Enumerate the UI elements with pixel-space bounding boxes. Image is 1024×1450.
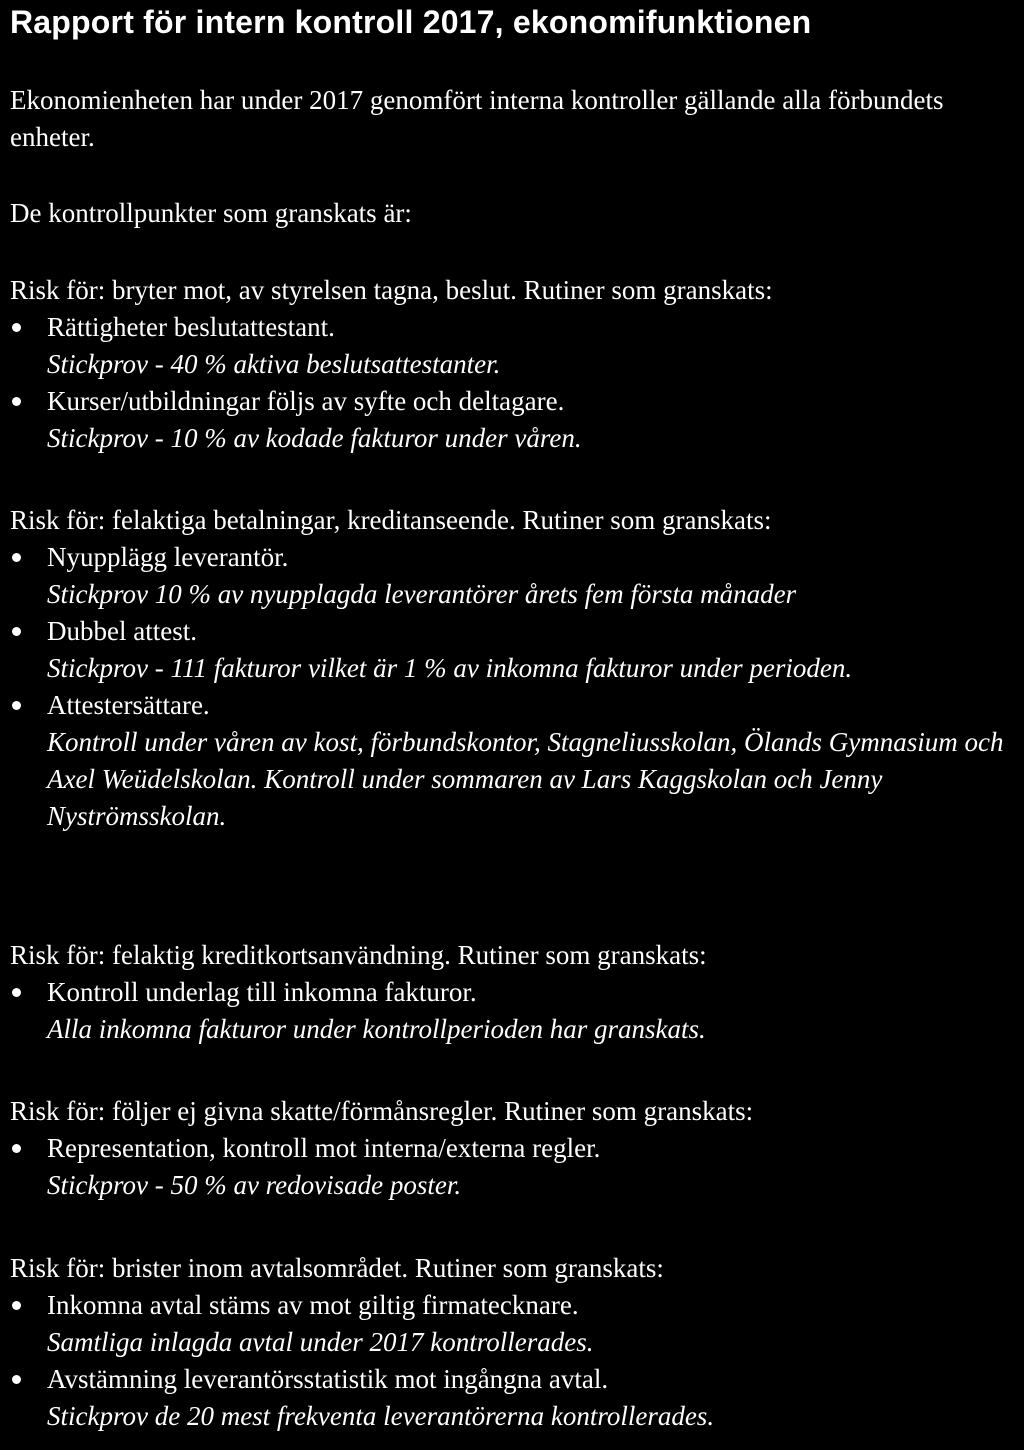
risk-section-2 xyxy=(10,502,1020,835)
risk-heading: Risk för: felaktiga betalningar, kreditanseende. Rutiner som granskats: xyxy=(10,505,772,535)
sample-note: Stickprov - 50 % av redovisade poster. xyxy=(47,1170,462,1200)
routine-list xyxy=(10,1130,1020,1204)
list-item xyxy=(10,383,1020,457)
list-item xyxy=(10,1361,1020,1435)
bullet-icon xyxy=(12,397,21,406)
routine-text: Avstämning leverantörsstatistik mot ingångna avtal. xyxy=(47,1364,609,1394)
sample-note: Stickprov 10 % av nyupplagda leverantörer årets fem första månader xyxy=(47,579,797,609)
routine-text: Kontroll underlag till inkomna fakturor. xyxy=(47,977,477,1007)
risk-section-4 xyxy=(10,1093,1020,1204)
routine-text: Representation, kontroll mot interna/externa regler. xyxy=(47,1133,601,1163)
list-item xyxy=(10,309,1020,383)
routine-text: Inkomna avtal stäms av mot giltig firmatecknare. xyxy=(47,1290,579,1320)
lead-paragraph: De kontrollpunkter som granskats är: xyxy=(10,198,412,228)
list-item xyxy=(10,687,1020,835)
list-item xyxy=(10,539,1020,613)
routine-text: Dubbel attest. xyxy=(47,616,197,646)
sample-note: Alla inkomna fakturor under kontrollperioden har granskats. xyxy=(47,1014,706,1044)
risk-heading: Risk för: följer ej givna skatte/förmånsregler. Rutiner som granskats: xyxy=(10,1096,754,1126)
sample-note: Stickprov de 20 mest frekventa leverantörerna kontrollerades. xyxy=(47,1401,715,1431)
risk-section-5 xyxy=(10,1250,1020,1435)
list-item xyxy=(10,974,1020,1048)
sample-note: Stickprov - 40 % aktiva beslutsattestanter. xyxy=(47,349,501,379)
routine-text: Kurser/utbildningar följs av syfte och deltagare. xyxy=(47,386,565,416)
bullet-icon xyxy=(12,1144,21,1153)
sample-note: Stickprov - 10 % av kodade fakturor under våren. xyxy=(47,423,582,453)
bullet-icon xyxy=(12,323,21,332)
routine-list xyxy=(10,309,1020,457)
bullet-icon xyxy=(12,988,21,997)
routine-text: Rättigheter beslutattestant. xyxy=(47,312,335,342)
routine-list xyxy=(10,539,1020,835)
risk-section-1 xyxy=(10,272,1020,457)
bullet-icon xyxy=(12,627,21,636)
intro-paragraph: Ekonomienheten har under 2017 genomfört interna kontroller gällande alla förbundets enheter. xyxy=(10,85,944,152)
bullet-icon xyxy=(12,701,21,710)
bullet-icon xyxy=(12,1375,21,1384)
list-item xyxy=(10,1130,1020,1204)
sample-note: Kontroll under våren av kost, förbundskontor, Stagneliusskolan, Ölands Gymnasium och Axel Weüdelskolan. Kontroll under sommaren av Lars Kaggskolan och Jenny Nyströmsskolan. xyxy=(47,727,1004,831)
risk-heading: Risk för: bryter mot, av styrelsen tagna, beslut. Rutiner som granskats: xyxy=(10,275,773,305)
routine-text: Attestersättare. xyxy=(47,690,210,720)
risk-heading: Risk för: felaktig kreditkortsanvändning. Rutiner som granskats: xyxy=(10,940,707,970)
routine-list xyxy=(10,974,1020,1048)
routine-text: Nyupplägg leverantör. xyxy=(47,542,289,572)
routine-list xyxy=(10,1287,1020,1435)
risk-section-3 xyxy=(10,937,1020,1048)
sample-note: Stickprov - 111 fakturor vilket är 1 % av inkomna fakturor under perioden. xyxy=(47,653,853,683)
bullet-icon xyxy=(12,553,21,562)
list-item xyxy=(10,613,1020,687)
sample-note: Samtliga inlagda avtal under 2017 kontrollerades. xyxy=(47,1327,594,1357)
list-item xyxy=(10,1287,1020,1361)
risk-heading: Risk för: brister inom avtalsområdet. Rutiner som granskats: xyxy=(10,1253,664,1283)
page-title: Rapport för intern kontroll 2017, ekonomifunktionen xyxy=(10,4,812,40)
bullet-icon xyxy=(12,1301,21,1310)
